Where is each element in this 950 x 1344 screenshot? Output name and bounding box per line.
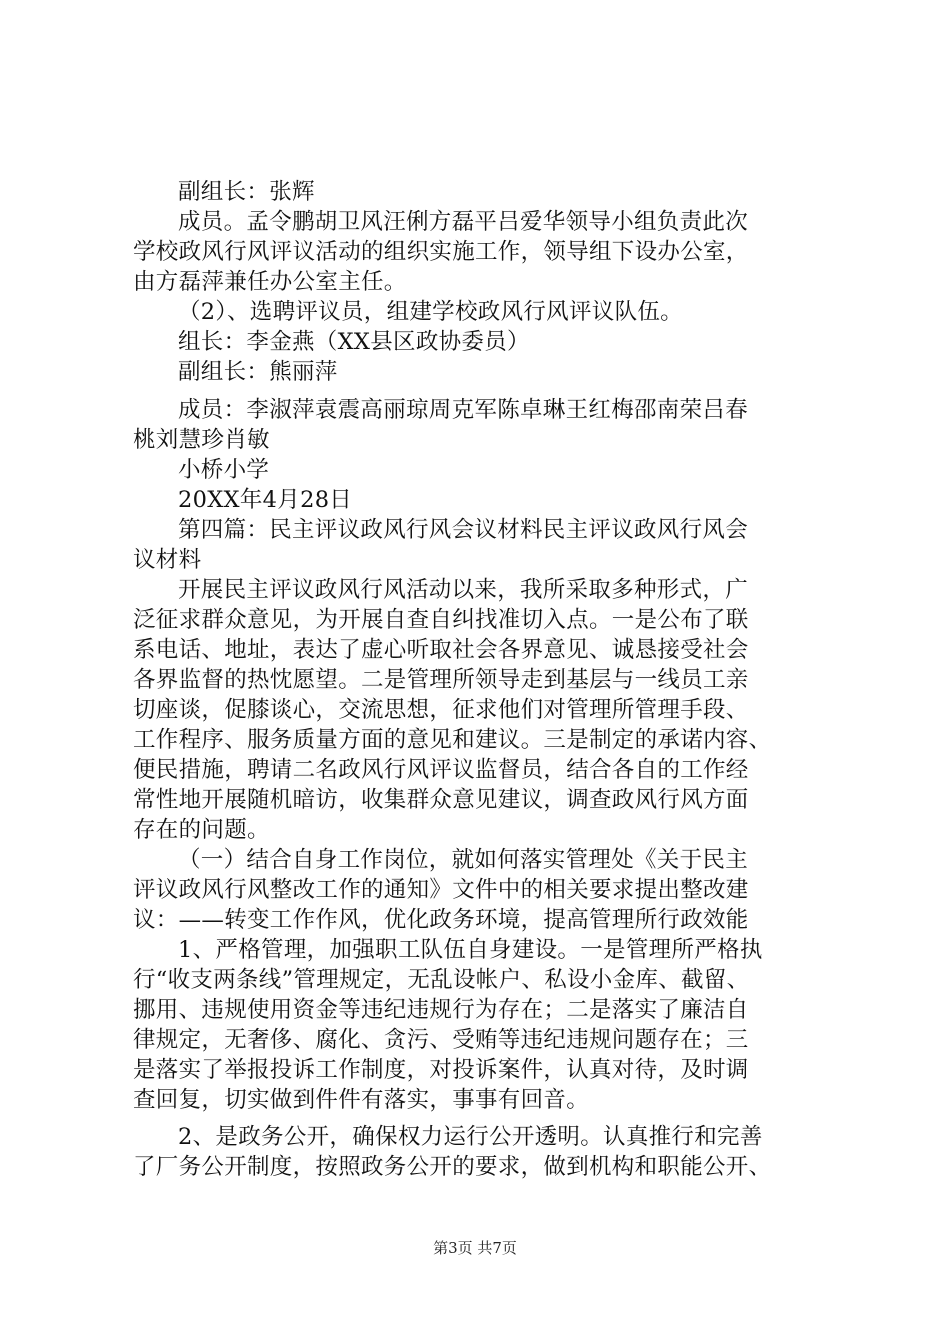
text-line: 桃刘慧珍肖敏: [133, 427, 270, 453]
text-line: （一）结合自身工作岗位，就如何落实管理处《关于民主: [178, 847, 749, 873]
text-line: 副组长：张辉: [178, 179, 315, 205]
text-line: 切座谈，促膝谈心，交流思想，征求他们对管理所管理手段、: [133, 697, 749, 723]
text-line: 成员。孟令鹏胡卫风汪俐方磊平吕爱华领导小组负责此次: [178, 209, 749, 235]
text-line: 组长：李金燕（XX县区政协委员）: [178, 329, 530, 355]
section-heading: 议材料: [133, 547, 202, 573]
text-line: 行“收支两条线”管理规定，无乱设帐户、私设小金库、截留、: [133, 967, 750, 993]
text-line: 评议政风行风整改工作的通知》文件中的相关要求提出整改建: [133, 877, 749, 903]
text-line: 查回复，切实做到件件有落实，事事有回音。: [133, 1087, 590, 1113]
text-line: 各界监督的热忱愿望。二是管理所领导走到基层与一线员工亲: [133, 667, 749, 693]
text-line: 议：——转变工作作风，优化政务环境，提高管理所行政效能: [133, 907, 749, 933]
text-line: 便民措施，聘请二名政风行风评议监督员，结合各自的工作经: [133, 757, 749, 783]
text-line: （2）、选聘评议员，组建学校政风行风评议队伍。: [178, 299, 683, 325]
text-line: 学校政风行风评议活动的组织实施工作，领导组下设办公室，: [133, 239, 749, 265]
text-line: 存在的问题。: [133, 817, 270, 843]
section-heading: 第四篇：民主评议政风行风会议材料民主评议政风行风会: [178, 517, 749, 543]
text-line: 由方磊萍兼任办公室主任。: [133, 269, 407, 295]
text-line: 系电话、地址，表达了虚心听取社会各界意见、诚恳接受社会: [133, 637, 749, 663]
text-line: 常性地开展随机暗访，收集群众意见建议，调查政风行风方面: [133, 787, 749, 813]
text-line: 是落实了举报投诉工作制度，对投诉案件，认真对待，及时调: [133, 1057, 749, 1083]
text-line: 成员：李淑萍袁震高丽琼周克军陈卓琳王红梅邵南荣吕春: [178, 397, 749, 423]
text-line: 1、严格管理，加强职工队伍自身建设。一是管理所严格执: [178, 937, 763, 963]
text-line: 泛征求群众意见，为开展自查自纠找准切入点。一是公布了联: [133, 607, 749, 633]
text-line: 小桥小学: [178, 457, 270, 483]
text-line: 2、是政务公开，确保权力运行公开透明。认真推行和完善: [178, 1124, 763, 1150]
text-line: 了厂务公开制度，按照政务公开的要求，做到机构和职能公开、: [133, 1154, 772, 1180]
text-line: 律规定，无奢侈、腐化、贪污、受贿等违纪违规问题存在；三: [133, 1027, 749, 1053]
text-line: 工作程序、服务质量方面的意见和建议。三是制定的承诺内容、: [133, 727, 772, 753]
text-line: 20XX年4月28日: [178, 487, 353, 513]
page-footer: 第3页 共7页: [433, 1239, 517, 1257]
text-line: 挪用、违规使用资金等违纪违规行为存在；二是落实了廉洁自: [133, 997, 749, 1023]
text-line: 开展民主评议政风行风活动以来，我所采取多种形式，广: [178, 577, 749, 603]
text-line: 副组长：熊丽萍: [178, 359, 338, 385]
